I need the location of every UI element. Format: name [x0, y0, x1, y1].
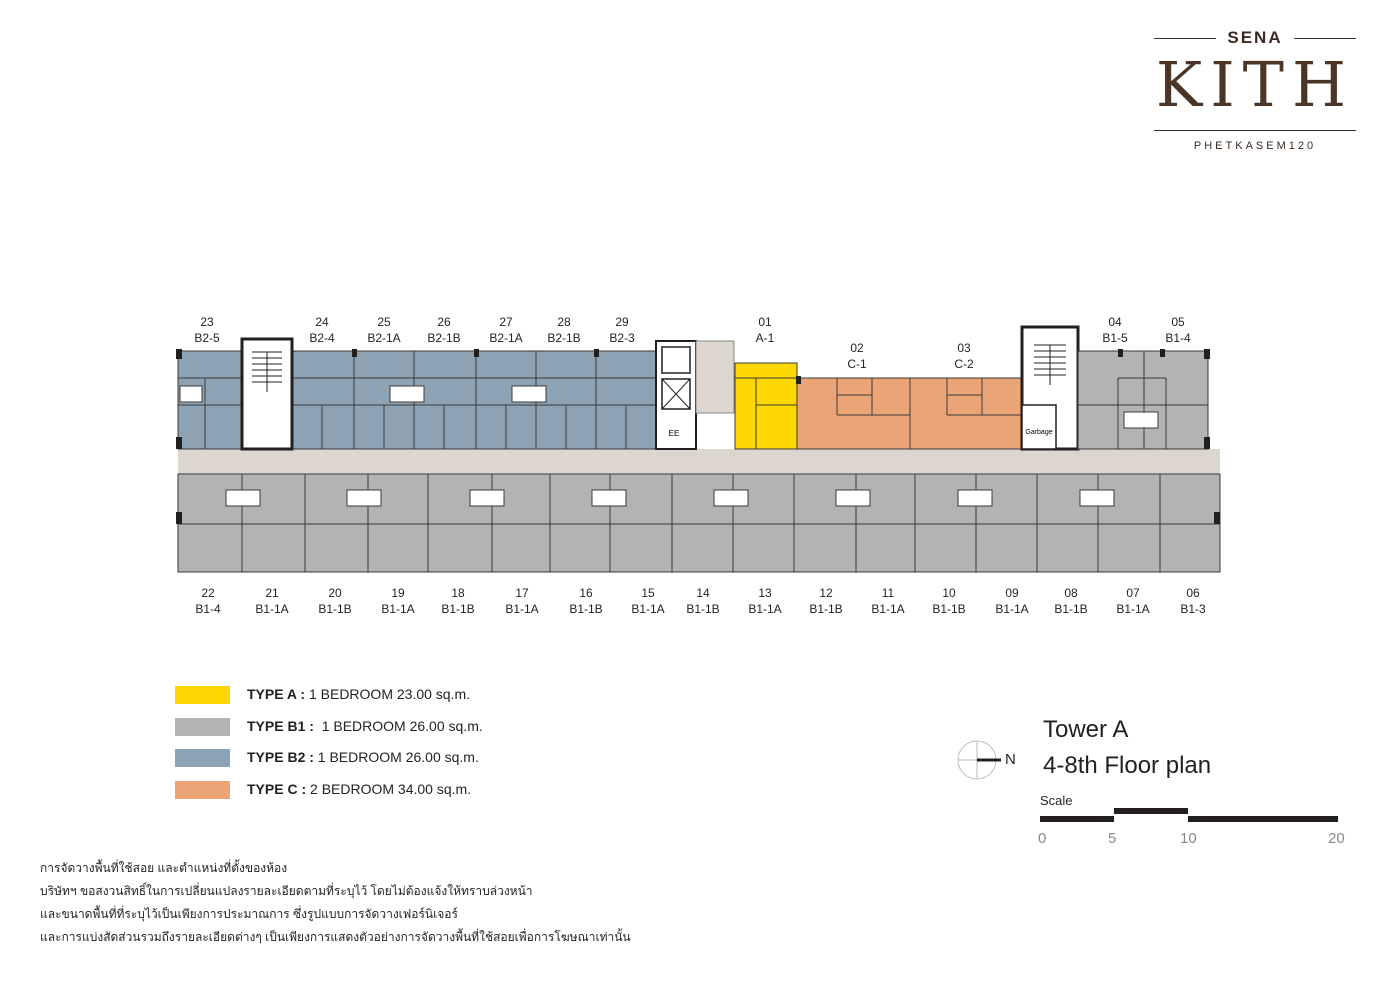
unit-label: 02 C-1	[847, 341, 867, 371]
unit-label: 01 A-1	[755, 315, 775, 345]
unit-24	[292, 351, 354, 449]
scale-tick: 20	[1328, 830, 1345, 847]
legend-type: TYPE B1 :	[247, 718, 314, 734]
disclaimer-line: การจัดวางพื้นที่ใช้สอย และตำแหน่งที่ตั้งของห้อง	[40, 861, 288, 875]
top-b1-block	[1078, 351, 1208, 449]
scale-label: Scale	[1040, 793, 1073, 808]
unit-label: 29 B2-3	[609, 315, 635, 345]
unit-label: 15 B1-1A	[631, 586, 665, 616]
unit-05	[1144, 351, 1208, 449]
scale-tick: 5	[1108, 830, 1117, 847]
ee-room-label: EE	[668, 429, 680, 438]
unit-label: 14 B1-1B	[686, 586, 720, 616]
scale-bar	[1040, 808, 1338, 822]
legend-type: TYPE C :	[247, 781, 307, 797]
unit-label: 13 B1-1A	[748, 586, 782, 616]
unit-label: 20 B1-1B	[318, 586, 352, 616]
bottom-block	[178, 474, 1220, 572]
lift-lobby	[696, 341, 734, 413]
unit-label: 17 B1-1A	[505, 586, 539, 616]
unit-03	[910, 378, 1022, 449]
north-label: N	[1005, 751, 1016, 768]
unit-label: 22 B1-4	[195, 586, 221, 616]
type-c-block	[797, 378, 1022, 449]
legend-type: TYPE A :	[247, 686, 306, 702]
unit-label: 03 C-2	[954, 341, 974, 371]
legend-swatch	[175, 749, 230, 767]
disclaimer-line: และการแบ่งสัดส่วนรวมถึงรายละเอียดต่างๆ เป็นเพียงการแสดงตัวอย่างการจัดวางพื้นที่ใช้สอยเพื่อการโฆษณาเท่านั้น	[40, 930, 631, 944]
legend-swatch	[175, 781, 230, 799]
unit-label: 11 B1-1A	[871, 586, 905, 616]
disclaimer-line: บริษัทฯ ขอสงวนสิทธิ์ในการเปลี่ยนแปลงรายละเอียดตามที่ระบุไว้ โดยไม่ต้องแจ้งให้ทราบล่วงหน้า	[40, 884, 533, 898]
unit-label: 16 B1-1B	[569, 586, 603, 616]
disclaimer-line: และขนาดพื้นที่ที่ระบุไว้เป็นเพียงการประมาณการ ซึ่งรูปแบบการจัดวางเฟอร์นิเจอร์	[40, 907, 458, 921]
unit-label: 12 B1-1B	[809, 586, 843, 616]
unit-label: 09 B1-1A	[995, 586, 1029, 616]
legend-desc: 2 BEDROOM 34.00 sq.m.	[310, 781, 472, 797]
corridor	[178, 449, 1220, 474]
unit-label: 24 B2-4	[309, 315, 335, 345]
logo-brand-top: SENA	[1227, 28, 1283, 47]
logo-brand-sub: PHETKASEM120	[1193, 140, 1317, 152]
logo-brand-main: KITH	[1155, 48, 1355, 121]
unit-label: 06 B1-3	[1180, 586, 1206, 616]
unit-label: 05 B1-4	[1165, 315, 1191, 345]
scale-tick: 0	[1038, 830, 1047, 847]
unit-label: 18 B1-1B	[441, 586, 475, 616]
legend-type: TYPE B2 :	[247, 749, 314, 765]
unit-label: 21 B1-1A	[255, 586, 289, 616]
floor-plan-title: 4-8th Floor plan	[1043, 752, 1212, 779]
unit-label: 23 B2-5	[194, 315, 220, 345]
legend-desc: 1 BEDROOM 23.00 sq.m.	[308, 686, 471, 702]
legend-swatch	[175, 686, 230, 704]
garbage-room	[1022, 405, 1056, 449]
scale-tick: 10	[1180, 830, 1197, 847]
unit-01	[735, 363, 797, 449]
unit-label: 10 B1-1B	[932, 586, 966, 616]
lift-1	[662, 347, 690, 373]
unit-label: 04 B1-5	[1102, 315, 1128, 345]
garbage-room-label: Garbage	[1025, 429, 1053, 436]
unit-label: 19 B1-1A	[381, 586, 415, 616]
unit-label: 28 B2-1B	[547, 315, 581, 345]
legend-desc: 1 BEDROOM 26.00 sq.m.	[321, 718, 483, 734]
legend-swatch	[175, 718, 230, 736]
unit-label: 08 B1-1B	[1054, 586, 1088, 616]
unit-label: 25 B2-1A	[367, 315, 401, 345]
unit-label: 26 B2-1B	[427, 315, 461, 345]
unit-label: 27 B2-1A	[489, 315, 523, 345]
legend-desc: 1 BEDROOM 26.00 sq.m.	[317, 749, 479, 765]
unit-04	[1078, 351, 1144, 449]
unit-label: 07 B1-1A	[1116, 586, 1150, 616]
tower-title: Tower A	[1043, 716, 1129, 743]
unit-02	[797, 378, 910, 449]
